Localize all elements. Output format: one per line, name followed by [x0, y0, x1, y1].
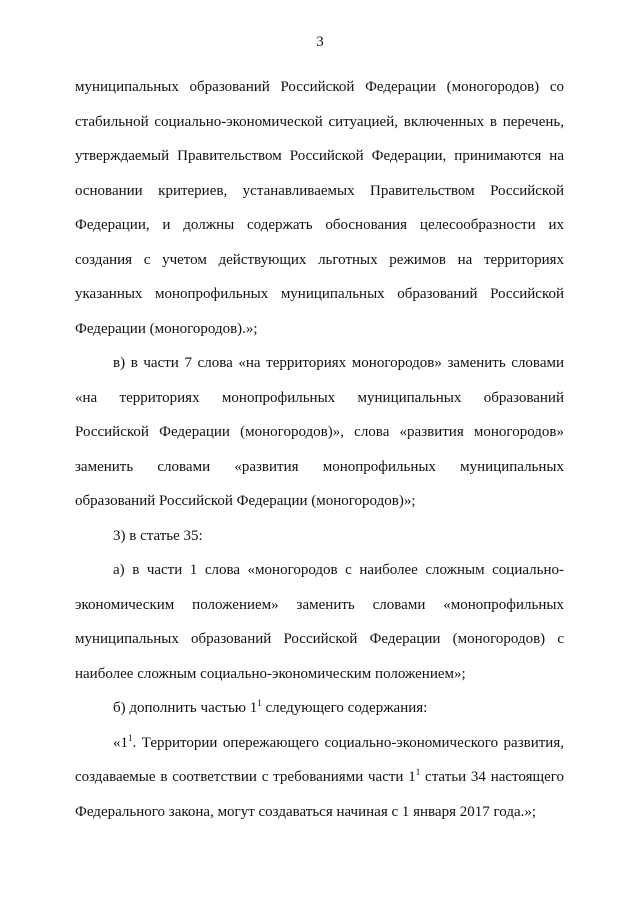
superscript: 1 [415, 767, 421, 777]
paragraph-item-a: а) в части 1 слова «моногородов с наиболее сложным социально-экономическим положением» заменить словами «монопрофильных муниципальных образований Российской Федерации (моногородов) с наиболее сложным социально-экономическим положением»; [75, 562, 564, 682]
quote-open: «1 [113, 734, 128, 751]
paragraph-item-b [75, 691, 564, 726]
paragraph-item-b-text-end: следующего содержания: [261, 700, 428, 716]
page-number: 3 [316, 34, 324, 50]
document-body [75, 70, 564, 829]
quote-text: . Территории опережающего социально-экономического развития, создаваемые в соответствии с требованиями части 1 [75, 734, 564, 785]
superscript: 1 [128, 732, 133, 743]
paragraph-item-3: 3) в статье 35: [113, 527, 203, 544]
paragraph-item-b-text: б) дополнить частью 1 [113, 700, 258, 716]
superscript: 1 [257, 698, 262, 708]
paragraph-continuation: муниципальных образований Российской Федерации (моногородов) со стабильной социально-экономической ситуацией, включенных в перечень, утверждаемый Правительством Российской Федерации, принимаются на основании критериев, устанавливаемых Правительством Российской Федерации, и должны содержать обоснования целесообразности их создания с учетом действующих льготных режимов на территориях указанных монопрофильных муниципальных образований Российской Федерации (моногородов).»; [75, 79, 564, 337]
paragraph-item-v: в) в части 7 слова «на территориях моногородов» заменить словами «на территориях монопрофильных муниципальных образований Российской Федерации (моногородов)», слова «развития моногородов» заменить словами «развития монопрофильных муниципальных образований Российской Федерации (моногородов)»; [75, 355, 564, 509]
paragraph-quote [75, 726, 564, 830]
quote-text-end: статьи 34 настоящего Федерального закона, могут создаваться начиная с 1 января 2017 года.»; [75, 769, 565, 820]
